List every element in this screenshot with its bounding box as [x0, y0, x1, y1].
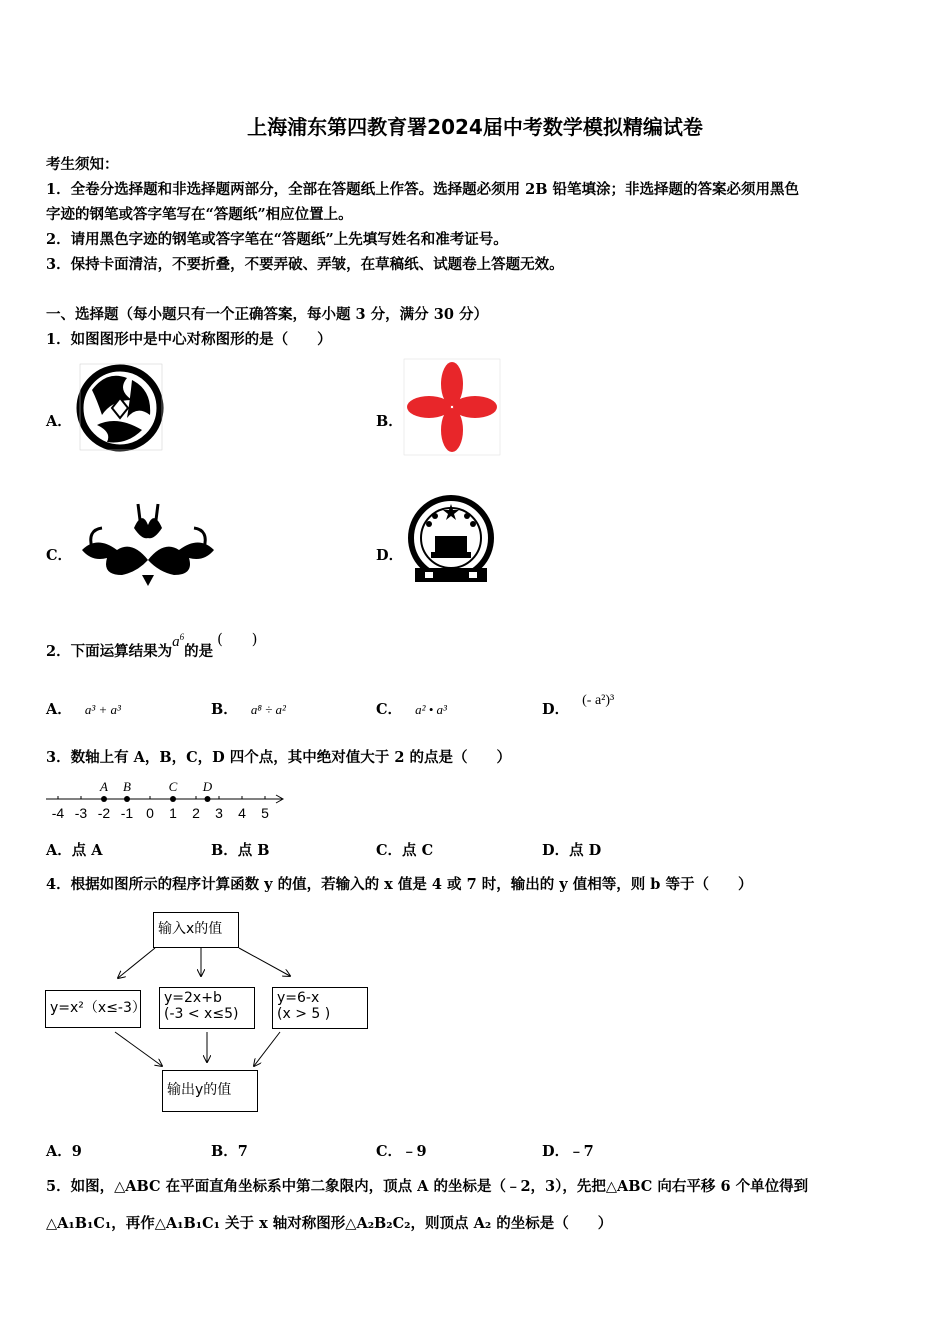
flow-middle-line1: y=2x+b: [164, 990, 222, 1006]
flow-right-line2: (x > 5 ): [277, 1006, 331, 1022]
q4-option-d: D．﹣7: [542, 1143, 594, 1160]
q1-option-a-label: A．: [46, 413, 72, 430]
notice-item-2: 2．请用黑色字迹的钢笔或答字笔在“答题纸”上先填写姓名和准考证号。: [46, 231, 508, 248]
q2-option-b-label: B．: [211, 701, 238, 718]
q3-option-d: D．点 D: [542, 842, 602, 859]
q1-stem: 1．如图图形中是中心对称图形的是（ ）: [46, 331, 332, 348]
number-line-tick-label: -1: [120, 805, 134, 821]
q2-stem-math-base: a: [172, 634, 180, 650]
q2-option-b: [211, 698, 286, 719]
number-line-point-label: D: [202, 779, 213, 794]
q3-number-line: [44, 778, 288, 824]
flow-right-line1: y=6-x: [277, 990, 320, 1006]
number-line-tick-label: 3: [215, 805, 223, 821]
q4-option-b: B．7: [211, 1143, 248, 1160]
q1-option-b-label: B．: [376, 413, 403, 430]
notice-item-3: 3．保持卡面清洁，不要折叠，不要弄破、弄皱，在草稿纸、试题卷上答题无效。: [46, 256, 564, 273]
number-line-tick-label: 4: [238, 805, 246, 821]
q2-option-d-expr: (- a²)³: [582, 693, 615, 708]
notice-heading: 考生须知：: [46, 156, 119, 173]
q3-stem: 3．数轴上有 A，B，C，D 四个点，其中绝对值大于 2 的点是（ ）: [46, 749, 511, 766]
number-line-point-label: B: [123, 779, 131, 794]
number-line-tick-label: 0: [146, 805, 154, 821]
q1-figure-d: [405, 492, 497, 588]
q2-stem-before: 2．下面运算结果为: [46, 643, 173, 660]
q5-stem-line2: △A₁B₁C₁，再作△A₁B₁C₁ 关于 x 轴对称图形△A₂B₂C₂，则顶点 A₂ 的坐标是（ ）: [46, 1215, 613, 1232]
flow-middle-line2: (-3 < x≤5): [164, 1006, 239, 1022]
flow-arrows: [40, 940, 380, 1080]
q1-figure-a: [72, 360, 170, 456]
q2-option-c: [376, 698, 447, 719]
number-line-point: [170, 796, 176, 802]
q2-option-b-expr: a⁸ ÷ a²: [250, 702, 286, 717]
number-line-tick-label: -4: [51, 805, 65, 821]
number-line-point: [101, 796, 107, 802]
flow-input-box: 输入x的值: [153, 912, 239, 948]
notice-item-1-cont: 字迹的钢笔或答字笔写在“答题纸”相应位置上。: [46, 206, 353, 223]
number-line-point: [124, 796, 130, 802]
section-heading: 一、选择题（每小题只有一个正确答案，每小题 3 分，满分 30 分）: [46, 306, 488, 323]
q2-paren: ( ): [217, 632, 258, 648]
notice-item-1: 1．全卷分选择题和非选择题两部分，全部在答题纸上作答。选择题必须用 2B 铅笔填涂；非选择题的答案必须用黑色: [46, 181, 800, 198]
q2-option-d-label: D．: [542, 701, 570, 718]
q3-option-a: A．点 A: [46, 842, 103, 859]
q4-option-c: C．﹣9: [376, 1143, 427, 1160]
number-line-point-label: A: [100, 779, 108, 794]
number-line-tick-label: -2: [97, 805, 111, 821]
q2-stem: [46, 632, 258, 661]
number-line-tick-label: 1: [169, 805, 177, 821]
q4-option-a: A．9: [46, 1143, 82, 1160]
number-line-point-label: C: [168, 779, 178, 794]
q2-option-a: [46, 698, 121, 719]
q3-option-b: B．点 B: [211, 842, 270, 859]
q5-stem-line1: 5．如图，△ABC 在平面直角坐标系中第二象限内，顶点 A 的坐标是（﹣2，3），先把△ABC 向右平移 6 个单位得到: [46, 1178, 809, 1195]
q4-stem: 4．根据如图所示的程序计算函数 y 的值，若输入的 x 值是 4 或 7 时，输出的 y 值相等，则 b 等于（ ）: [46, 876, 753, 893]
q2-option-c-label: C．: [376, 701, 403, 718]
q2-stem-after: 的是: [184, 643, 214, 660]
q2-option-a-label: A．: [46, 701, 72, 718]
number-line-tick-label: 2: [192, 805, 200, 821]
flow-output-box: 输出y的值: [162, 1070, 258, 1112]
number-line-tick-label: -3: [74, 805, 88, 821]
q2-option-a-expr: a³ + a³: [84, 702, 121, 717]
flow-left-box: y=x²（x≤-3）: [45, 990, 141, 1028]
page-title: 上海浦东第四教育署2024届中考数学模拟精编试卷: [247, 115, 703, 139]
q1-figure-b: [403, 358, 501, 456]
number-line-point: [205, 796, 211, 802]
q3-option-c: C．点 C: [376, 842, 434, 859]
q2-stem-math: [172, 634, 184, 650]
q2-stem-math-exp: 6: [179, 632, 185, 642]
q1-option-d-label: D．: [376, 547, 404, 564]
q2-option-d: [542, 693, 615, 719]
q1-figure-c: [72, 500, 224, 588]
number-line-tick-label: 5: [261, 805, 269, 821]
q2-option-c-expr: a² • a³: [415, 702, 447, 717]
q1-option-c-label: C．: [46, 547, 73, 564]
